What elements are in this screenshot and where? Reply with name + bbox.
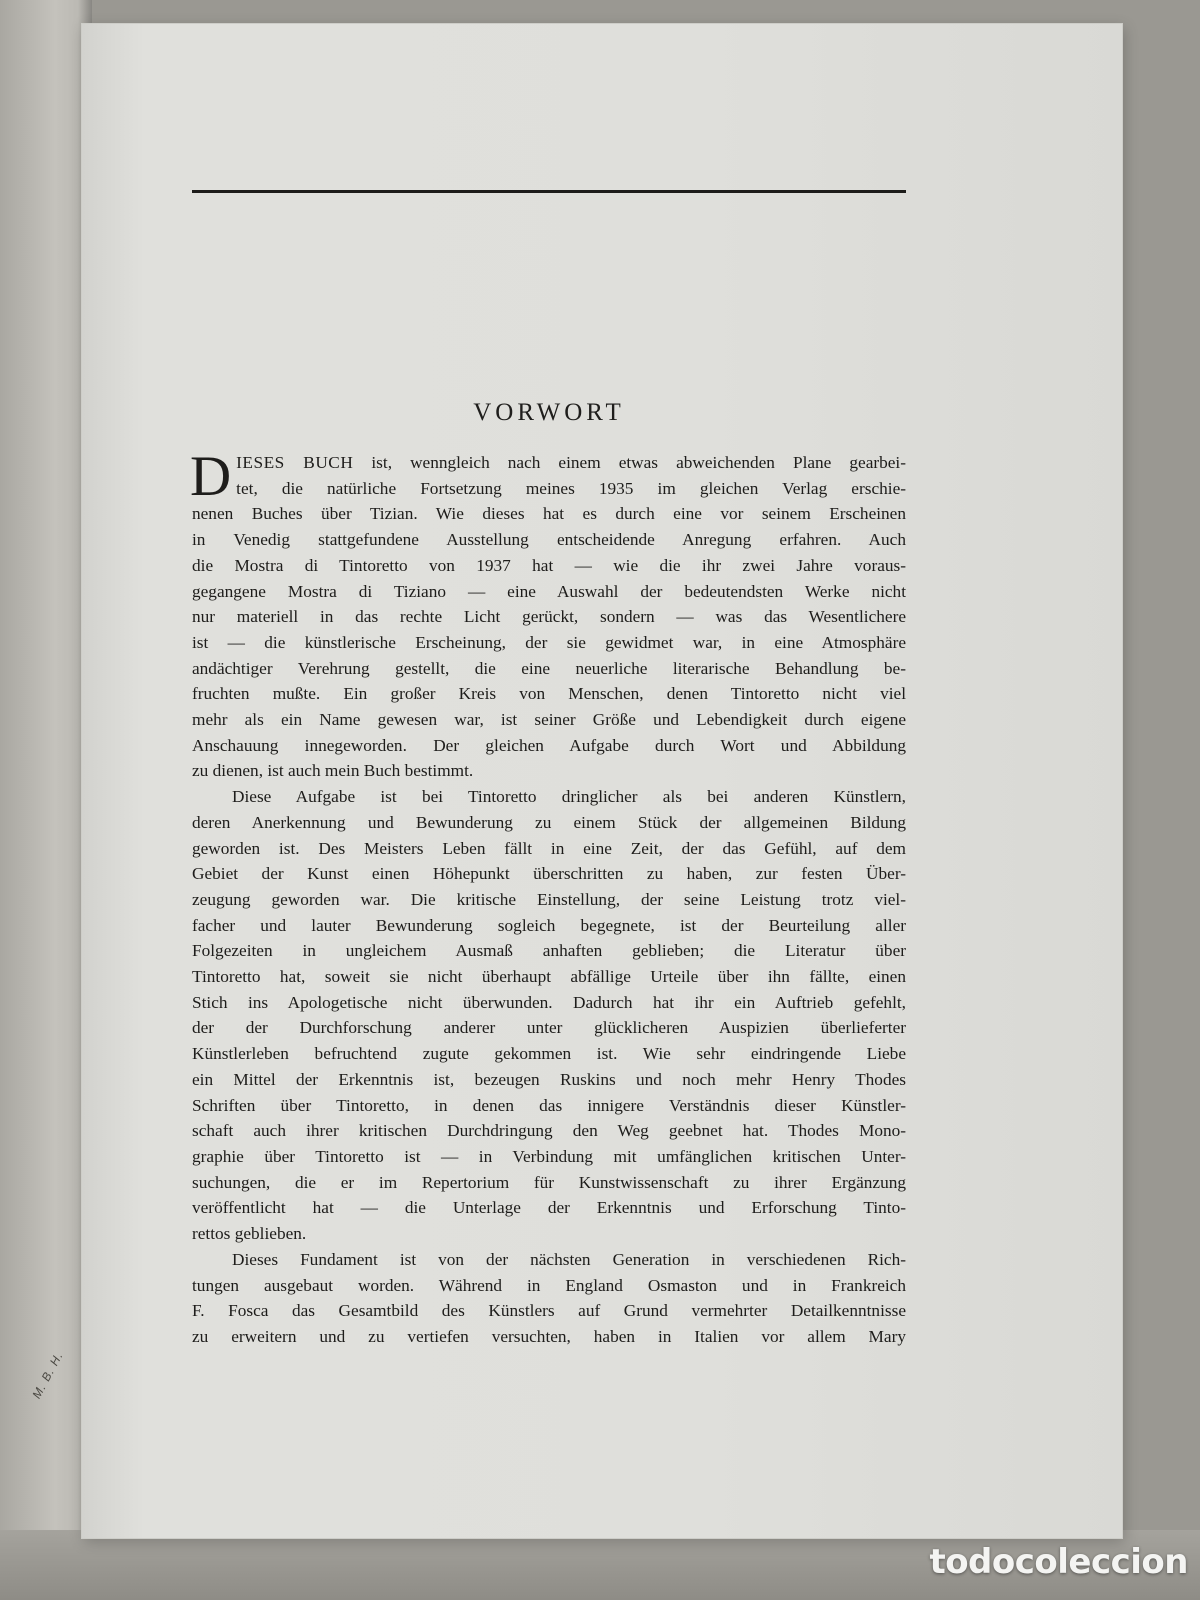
- text-line: ist — die künstlerische Erscheinung, der sie gewidmet war, in eine Atmosphäre: [192, 632, 906, 652]
- text-line: nenen Buches über Tizian. Wie dieses hat es durch eine vor seinem Erscheinen: [192, 504, 906, 524]
- text-line: mehr als ein Name gewesen war, ist seiner Größe und Lebendigkeit durch eigene: [192, 710, 906, 730]
- chapter-title: VORWORT: [473, 399, 625, 426]
- margin-handwriting: M. B. H.: [29, 1349, 66, 1401]
- text-line: Anschauung innegeworden. Der gleichen Aufgabe durch Wort und Abbildung: [192, 735, 906, 755]
- text-line: andächtiger Verehrung gestellt, die eine neuerliche literarische Behandlung be-: [192, 658, 906, 678]
- text-line: tungen ausgebaut worden. Während in England Osmaston und in Frankreich: [192, 1275, 906, 1295]
- text-line: suchungen, die er im Repertorium für Kunstwissenschaft zu ihrer Ergänzung: [192, 1172, 906, 1192]
- text-line: Tintoretto hat, soweit sie nicht überhaupt abfällige Urteile über ihn fällte, einen: [192, 967, 906, 987]
- text-line: Folgezeiten in ungleichem Ausmaß anhaften geblieben; die Literatur über: [192, 941, 906, 961]
- text-line: der der Durchforschung anderer unter glücklicheren Auspizien überlieferter: [192, 1018, 906, 1038]
- text-line: schaft auch ihrer kritischen Durchdringung den Weg geebnet hat. Thodes Mono-: [192, 1121, 906, 1141]
- text-line: facher und lauter Bewunderung sogleich begegnete, ist der Beurteilung aller: [192, 915, 906, 935]
- text-line: geworden ist. Des Meisters Leben fällt in eine Zeit, der das Gefühl, auf dem: [192, 838, 906, 858]
- text-line: F. Fosca das Gesamtbild des Künstlers auf Grund vermehrter Detailkenntnisse: [192, 1301, 906, 1321]
- text-line: ein Mittel der Erkenntnis ist, bezeugen Ruskins und noch mehr Henry Thodes: [192, 1069, 906, 1089]
- text-line: deren Anerkennung und Bewunderung zu einem Stück der allgemeinen Bildung: [192, 812, 906, 832]
- text-line: nur materiell in das rechte Licht gerückt, sondern — was das Wesentlichere: [192, 607, 906, 627]
- text-line: Stich ins Apologetische nicht überwunden. Dadurch hat ihr ein Auftrieb gefehlt,: [192, 992, 906, 1012]
- text-line: in Venedig stattgefundene Ausstellung entscheidende Anregung erfahren. Auch: [192, 530, 906, 550]
- text-line: die Mostra di Tintoretto von 1937 hat — wie die ihr zwei Jahre voraus-: [192, 555, 906, 575]
- header-rule: [192, 190, 906, 193]
- text-line: gegangene Mostra di Tiziano — eine Auswahl der bedeutendsten Werke nicht: [192, 581, 906, 601]
- text-line: graphie über Tintoretto ist — in Verbindung mit umfänglichen kritischen Unter-: [192, 1146, 906, 1166]
- text-line: zeugung geworden war. Die kritische Einstellung, der seine Leistung trotz viel-: [192, 889, 906, 909]
- text-line: zu erweitern und zu vertiefen versuchten, haben in Italien vor allem Mary: [192, 1326, 906, 1346]
- text-line: Diese Aufgabe ist bei Tintoretto dringlicher als bei anderen Künstlern,: [232, 787, 906, 807]
- text-line: Dieses Fundament ist von der nächsten Generation in verschiedenen Rich-: [232, 1249, 906, 1269]
- lead-caps: IESES BUCH: [236, 453, 354, 472]
- first-line-text: ist, wenngleich nach einem etwas abweichenden Plane gearbei-: [371, 453, 906, 472]
- facing-page: [0, 0, 92, 1600]
- text-line: veröffentlicht hat — die Unterlage der Erkenntnis und Erforschung Tinto-: [192, 1198, 906, 1218]
- drop-cap: D: [190, 445, 232, 508]
- book-page: [82, 24, 1122, 1538]
- text-line: Gebiet der Kunst einen Höhepunkt überschritten zu haben, zur festen Über-: [192, 864, 906, 884]
- text-line: fruchten mußte. Ein großer Kreis von Menschen, denen Tintoretto nicht viel: [192, 684, 906, 704]
- text-line: Künstlerleben befruchtend zugute gekommen ist. Wie sehr eindringende Liebe: [192, 1044, 906, 1064]
- text-line: tet, die natürliche Fortsetzung meines 1935 im gleichen Verlag erschie-: [236, 478, 906, 498]
- text-line: Schriften über Tintoretto, in denen das innigere Verständnis dieser Künstler-: [192, 1095, 906, 1115]
- watermark-logo: todocoleccion: [929, 1542, 1188, 1582]
- body-text: [190, 445, 906, 1350]
- text-line: rettos geblieben.: [192, 1224, 307, 1244]
- text-line: zu dienen, ist auch mein Buch bestimmt.: [192, 761, 474, 781]
